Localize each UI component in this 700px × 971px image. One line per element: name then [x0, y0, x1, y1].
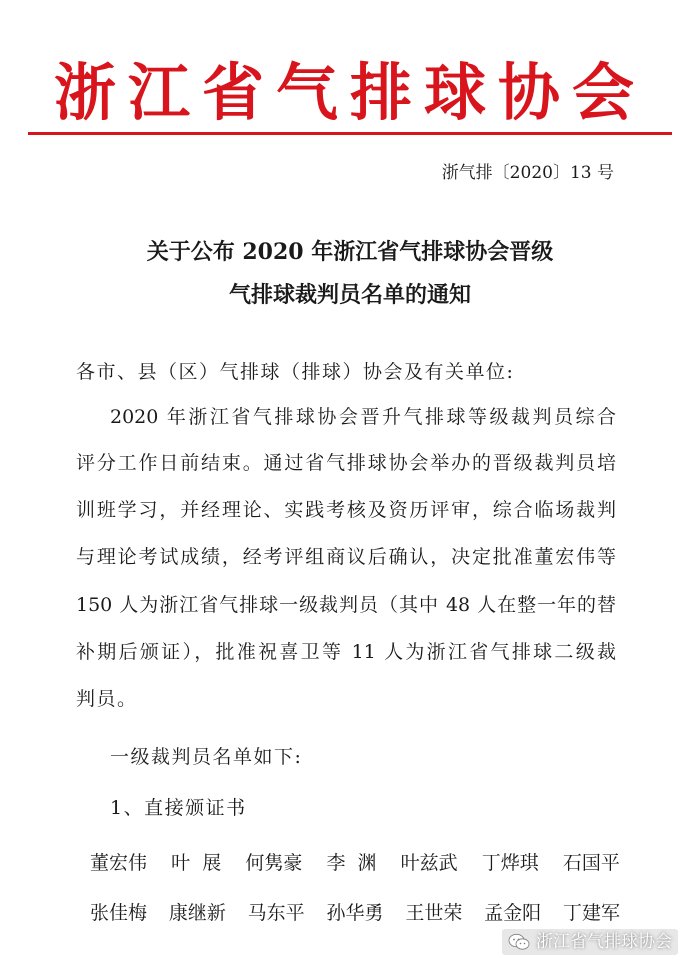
referee-name: 马东平 [247, 902, 305, 924]
red-divider [28, 132, 672, 135]
paragraph-line: 补期后颁证），批准祝喜卫等 11 人为浙江省气排球二级裁 [76, 641, 616, 663]
document-number: 浙气排〔2020〕13 号 [441, 163, 614, 183]
referee-name: 孙华勇 [326, 902, 384, 924]
referee-name: 康继新 [168, 902, 226, 924]
referee-name: 王世荣 [405, 902, 463, 924]
wechat-watermark [502, 929, 678, 955]
referee-name: 董宏伟 [90, 852, 148, 874]
names-row-2 [90, 900, 620, 926]
referee-name: 石国平 [562, 852, 620, 874]
wechat-icon [508, 933, 530, 951]
salutation: 各市、县（区）气排球（排球）协会及有关单位: [76, 361, 515, 383]
referee-name: 叶 展 [171, 852, 222, 874]
list-intro: 一级裁判员名单如下: [110, 746, 303, 768]
referee-name: 孟金阳 [484, 902, 542, 924]
names-row-1 [90, 850, 620, 876]
title-line-1: 关于公布 2020 年浙江省气排球协会晋级 [146, 239, 554, 265]
title-line-2: 气排球裁判员名单的通知 [228, 282, 471, 308]
paragraph-line: 与理论考试成绩，经考评组商议后确认，决定批准董宏伟等 [76, 546, 616, 568]
referee-name: 何隽豪 [245, 852, 303, 874]
referee-name: 叶兹武 [400, 852, 458, 874]
paragraph-line: 2020 年浙江省气排球协会晋升气排球等级裁判员综合 [110, 406, 616, 428]
watermark-text: 浙江省气排球协会 [536, 932, 672, 952]
referee-name: 丁烨琪 [481, 852, 539, 874]
paragraph-line: 150 人为浙江省气排球一级裁判员（其中 48 人在整一年的替 [76, 594, 616, 616]
section-heading: 1、直接颁证书 [110, 797, 247, 819]
referee-name: 李 渊 [326, 852, 377, 874]
org-masthead: 浙江省气排球协会 [53, 56, 646, 129]
referee-name: 丁建军 [562, 902, 620, 924]
paragraph-line: 评分工作日前结束。通过省气排球协会举办的晋级裁判员培 [76, 452, 616, 474]
paragraph-line: 训班学习，并经理论、实践考核及资历评审，综合临场裁判 [76, 499, 616, 521]
paragraph-line: 判员。 [76, 688, 138, 710]
referee-name: 张佳梅 [90, 902, 148, 924]
